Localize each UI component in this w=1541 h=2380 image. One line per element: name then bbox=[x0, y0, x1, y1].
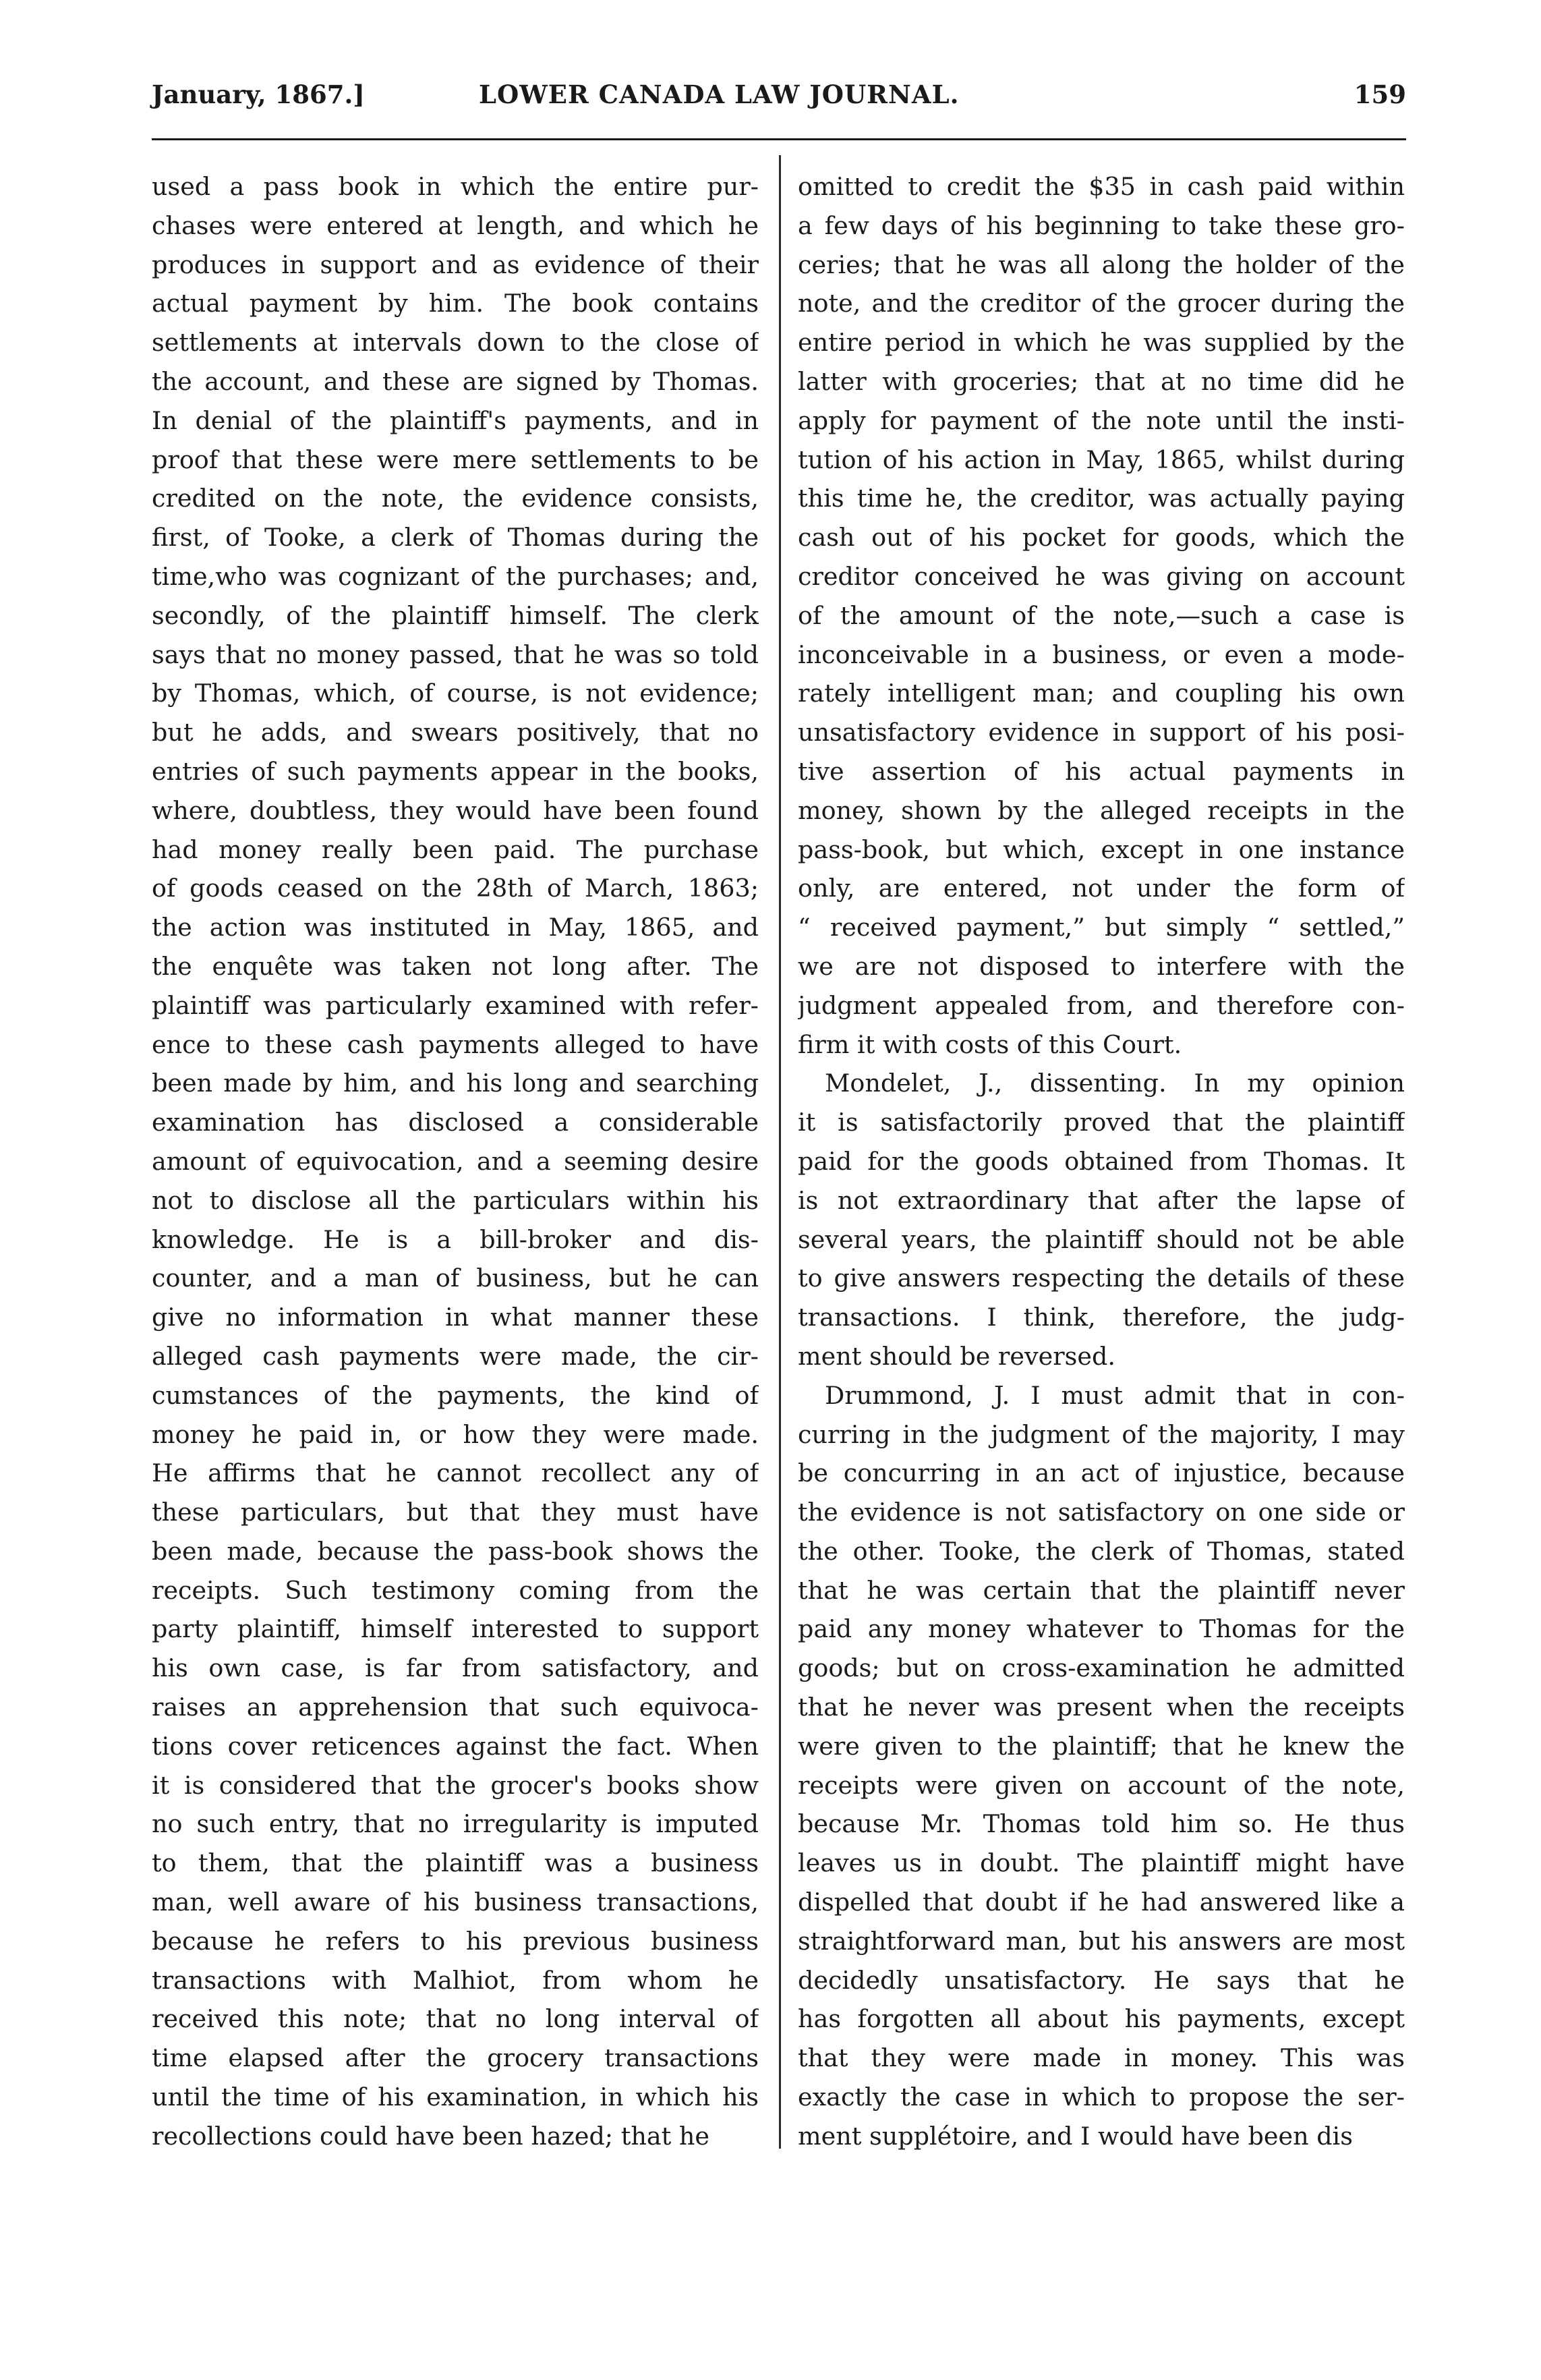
header-date: January, 1867.] bbox=[152, 80, 365, 109]
text-line: the evidence is not satisfactory on one side or bbox=[798, 1498, 1405, 1527]
text-line: firm it with costs of this Court. bbox=[798, 1029, 1182, 1059]
text-line: this time he, the creditor, was actually paying bbox=[798, 484, 1405, 513]
text-line: proof that these were mere settlements to be bbox=[152, 445, 759, 474]
text-line: dispelled that doubt if he had answered like a bbox=[798, 1888, 1405, 1917]
text-line: He affirms that he cannot recollect any of bbox=[152, 1458, 759, 1488]
text-line: the other. Tooke, the clerk of Thomas, stated bbox=[798, 1536, 1405, 1566]
text-line: creditor conceived he was giving on account bbox=[798, 561, 1405, 591]
text-line: money, shown by the alleged receipts in the bbox=[798, 795, 1405, 825]
text-line: actual payment by him. The book contains bbox=[152, 289, 759, 318]
text-line: Mondelet, J., dissenting. In my opinion bbox=[825, 1069, 1405, 1098]
text-line: judgment appealed from, and therefore con- bbox=[798, 990, 1405, 1020]
text-line: of the amount of the note,—such a case is bbox=[798, 600, 1405, 630]
text-line: pass-book, but which, except in one instance bbox=[798, 834, 1405, 864]
text-line: tive assertion of his actual payments in bbox=[798, 756, 1405, 786]
text-line: several years, the plaintiff should not be able bbox=[798, 1224, 1405, 1254]
text-line: used a pass book in which the entire pur- bbox=[152, 172, 759, 201]
text-line: time,who was cognizant of the purchases; and, bbox=[152, 561, 759, 591]
running-header bbox=[152, 80, 1406, 120]
right-column bbox=[798, 167, 1405, 2156]
text-line: been made by him, and his long and searching bbox=[152, 1069, 759, 1098]
text-line: had money really been paid. The purchase bbox=[152, 834, 759, 864]
text-line: is not extraordinary that after the lapse of bbox=[798, 1185, 1405, 1215]
text-line: it is satisfactorily proved that the plaintiff bbox=[798, 1108, 1405, 1137]
text-line: because Mr. Thomas told him so. He thus bbox=[798, 1809, 1405, 1839]
text-line: raises an apprehension that such equivoca- bbox=[152, 1693, 759, 1722]
text-line: rately intelligent man; and coupling his own bbox=[798, 679, 1405, 708]
text-line: entire period in which he was supplied by the bbox=[798, 328, 1405, 358]
text-line: first, of Tooke, a clerk of Thomas during the bbox=[152, 523, 759, 552]
text-line: secondly, of the plaintiff himself. The clerk bbox=[152, 600, 759, 630]
text-line: amount of equivocation, and a seeming desire bbox=[152, 1146, 759, 1176]
text-line: these particulars, but that they must have bbox=[152, 1498, 759, 1527]
text-line: inconceivable in a business, or even a mode- bbox=[798, 640, 1405, 669]
text-line: of goods ceased on the 28th of March, 1863; bbox=[152, 874, 759, 903]
text-line: alleged cash payments were made, the cir- bbox=[152, 1341, 759, 1371]
journal-title: LOWER CANADA LAW JOURNAL. bbox=[479, 80, 960, 109]
text-line: leaves us in doubt. The plaintiff might have bbox=[798, 1848, 1405, 1878]
text-line: unsatisfactory evidence in support of his posi- bbox=[798, 718, 1405, 747]
left-column bbox=[152, 167, 759, 2156]
text-line: exactly the case in which to propose the ser- bbox=[798, 2082, 1405, 2112]
text-line: it is considered that the grocer's books show bbox=[152, 1770, 759, 1800]
text-line: because he refers to his previous business bbox=[152, 1926, 759, 1956]
header-rule bbox=[152, 138, 1406, 140]
text-line: transactions with Malhiot, from whom he bbox=[152, 1965, 759, 1995]
text-line: but he adds, and swears positively, that no bbox=[152, 718, 759, 747]
text-line: money he paid in, or how they were made. bbox=[152, 1419, 759, 1449]
text-line: recollections could have been hazed; that he bbox=[152, 2121, 710, 2151]
text-line: knowledge. He is a bill-broker and dis- bbox=[152, 1224, 759, 1254]
text-line: that he never was present when the receipts bbox=[798, 1693, 1405, 1722]
text-line: ceries; that he was all along the holder of the bbox=[798, 250, 1405, 279]
text-line: apply for payment of the note until the insti- bbox=[798, 405, 1405, 435]
text-line: where, doubtless, they would have been found bbox=[152, 795, 759, 825]
text-line: the account, and these are signed by Thomas. bbox=[152, 366, 759, 396]
text-line: paid any money whatever to Thomas for the bbox=[798, 1614, 1405, 1644]
text-line: give no information in what manner these bbox=[152, 1303, 759, 1332]
text-line: examination has disclosed a considerable bbox=[152, 1108, 759, 1137]
text-line: to give answers respecting the details of these bbox=[798, 1264, 1405, 1293]
text-line: goods; but on cross-examination he admitted bbox=[798, 1653, 1405, 1683]
text-line: the action was instituted in May, 1865, and bbox=[152, 913, 759, 942]
text-line: cumstances of the payments, the kind of bbox=[152, 1380, 759, 1410]
text-line: curring in the judgment of the majority, I may bbox=[798, 1419, 1405, 1449]
text-line: a few days of his beginning to take these gro- bbox=[798, 210, 1405, 240]
text-line: tution of his action in May, 1865, whilst during bbox=[798, 445, 1405, 474]
text-line: straightforward man, but his answers are most bbox=[798, 1926, 1405, 1956]
text-line: latter with groceries; that at no time did he bbox=[798, 366, 1405, 396]
text-line: note, and the creditor of the grocer during the bbox=[798, 289, 1405, 318]
text-line: the enquête was taken not long after. The bbox=[152, 951, 759, 981]
text-line: In denial of the plaintiff's payments, and in bbox=[152, 405, 759, 435]
text-line: receipts were given on account of the note, bbox=[798, 1770, 1405, 1800]
text-line: credited on the note, the evidence consists, bbox=[152, 484, 759, 513]
page-number: 159 bbox=[1354, 80, 1406, 109]
text-line: entries of such payments appear in the books, bbox=[152, 756, 759, 786]
text-line: only, are entered, not under the form of bbox=[798, 874, 1405, 903]
text-line: his own case, is far from satisfactory, and bbox=[152, 1653, 759, 1683]
text-line: plaintiff was particularly examined with refer- bbox=[152, 990, 759, 1020]
text-line: be concurring in an act of injustice, because bbox=[798, 1458, 1405, 1488]
text-line: by Thomas, which, of course, is not evidence; bbox=[152, 679, 759, 708]
text-line: no such entry, that no irregularity is imputed bbox=[152, 1809, 759, 1839]
text-line: counter, and a man of business, but he can bbox=[152, 1264, 759, 1293]
text-line: produces in support and as evidence of their bbox=[152, 250, 759, 279]
text-line: party plaintiff, himself interested to support bbox=[152, 1614, 759, 1644]
text-line: paid for the goods obtained from Thomas. It bbox=[798, 1146, 1405, 1176]
text-line: man, well aware of his business transactions, bbox=[152, 1888, 759, 1917]
text-line: omitted to credit the $35 in cash paid within bbox=[798, 172, 1405, 201]
text-line: Drummond, J. I must admit that in con- bbox=[825, 1380, 1405, 1410]
text-line: to them, that the plaintiff was a business bbox=[152, 1848, 759, 1878]
text-line: cash out of his pocket for goods, which the bbox=[798, 523, 1405, 552]
text-line: not to disclose all the particulars within his bbox=[152, 1185, 759, 1215]
text-line: that they were made in money. This was bbox=[798, 2043, 1405, 2073]
text-line: decidedly unsatisfactory. He says that he bbox=[798, 1965, 1405, 1995]
text-line: we are not disposed to interfere with the bbox=[798, 951, 1405, 981]
text-line: tions cover reticences against the fact. When bbox=[152, 1731, 759, 1761]
text-line: has forgotten all about his payments, except bbox=[798, 2004, 1405, 2034]
text-line: chases were entered at length, and which he bbox=[152, 210, 759, 240]
text-line: settlements at intervals down to the close of bbox=[152, 328, 759, 358]
text-line: that he was certain that the plaintiff never bbox=[798, 1575, 1405, 1605]
text-line: says that no money passed, that he was so told bbox=[152, 640, 759, 669]
text-line: until the time of his examination, in which his bbox=[152, 2082, 759, 2112]
text-line: received this note; that no long interval of bbox=[152, 2004, 759, 2034]
text-line: ment supplétoire, and I would have been dis bbox=[798, 2121, 1353, 2151]
text-line: ence to these cash payments alleged to have bbox=[152, 1029, 759, 1059]
text-line: ment should be reversed. bbox=[798, 1341, 1115, 1371]
column-divider bbox=[779, 155, 781, 2149]
text-line: “ received payment,” but simply “ settled,” bbox=[798, 913, 1405, 942]
text-line: transactions. I think, therefore, the judg- bbox=[798, 1303, 1405, 1332]
text-line: receipts. Such testimony coming from the bbox=[152, 1575, 759, 1605]
text-line: time elapsed after the grocery transactions bbox=[152, 2043, 759, 2073]
text-line: been made, because the pass-book shows the bbox=[152, 1536, 759, 1566]
text-line: were given to the plaintiff; that he knew the bbox=[798, 1731, 1405, 1761]
